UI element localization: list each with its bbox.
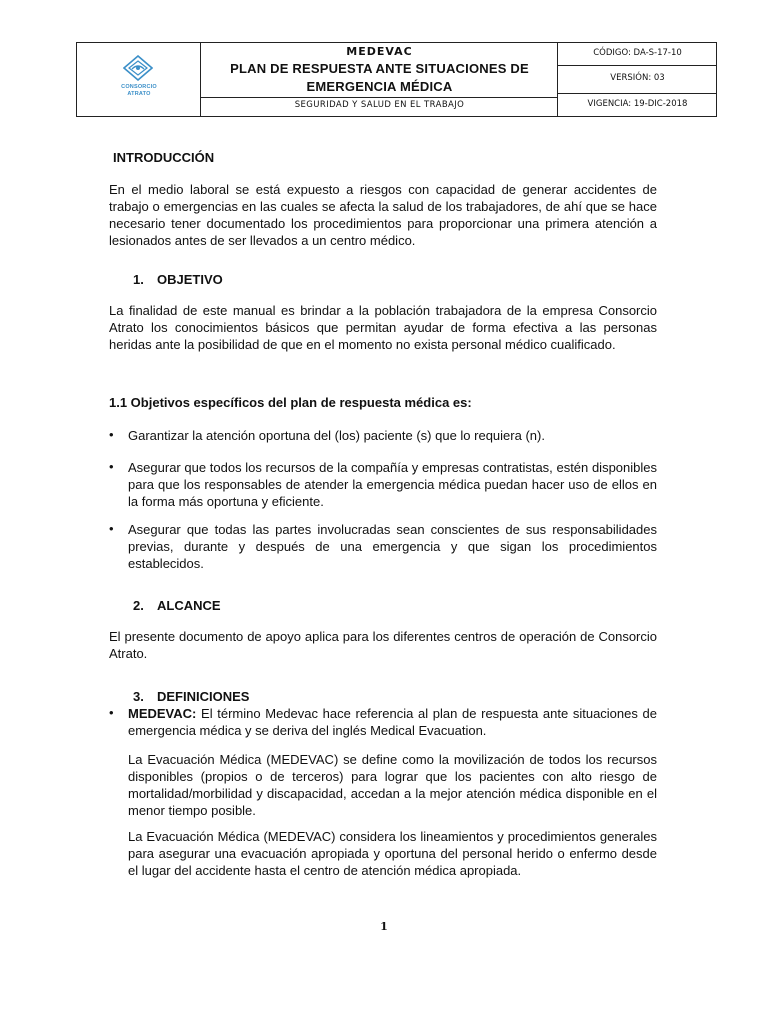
document-header	[76, 42, 717, 117]
department-label: SEGURIDAD Y SALUD EN EL TRABAJO	[294, 100, 465, 110]
bullet-icon: •	[109, 459, 114, 474]
header-divider	[558, 65, 717, 66]
especificos-heading: 1.1 Objetivos específicos del plan de respuesta médica es:	[109, 395, 472, 410]
objetivo-paragraph: La finalidad de este manual es brindar a la población trabajadora de la empresa Consorcio Atrato los conocimientos básicos que permitan ayudar de forma efectiva a las personas heridas ante la posibilidad de que en el momento no exista personal médico cualificado.	[109, 303, 657, 352]
definition-term: MEDEVAC:	[128, 706, 197, 721]
logo-emblem-icon	[123, 55, 153, 81]
vigencia-label: VIGENCIA: 19-DIC-2018	[587, 99, 688, 109]
header-divider	[201, 97, 558, 98]
alcance-heading: ALCANCE	[157, 598, 221, 613]
objetivo-heading: OBJETIVO	[157, 272, 223, 287]
page-number: 1	[380, 920, 388, 933]
definition-paragraph: La Evacuación Médica (MEDEVAC) se define como la movilización de todos los recursos disponibles (propios o de terceros) para lograr que los pacientes con alto riesgo de mortalidad/morbilidad y discapacidad, accedan a la mejor atención médica disponible en el menor tiempo posible.	[128, 752, 657, 818]
bullet-icon: •	[109, 521, 114, 536]
definition-paragraph: La Evacuación Médica (MEDEVAC) considera los lineamientos y procedimientos generales para asegurar una evacuación apropiada y oportuna del personal herido o enfermo desde el lugar del accidente hasta el centro de atención médica apropiada.	[128, 829, 657, 878]
version-label: VERSIÓN: 03	[610, 73, 665, 83]
section-number: 1.	[133, 272, 144, 287]
alcance-paragraph: El presente documento de apoyo aplica para los diferentes centros de operación de Consorcio Atrato.	[109, 629, 657, 661]
intro-paragraph: En el medio laboral se está expuesto a riesgos con capacidad de generar accidentes de trabajo o emergencias en las cuales se afecta la salud de los trabajadores, de ahí que se hace necesario tener documentado los procedimientos para proporcionar una primera atención a lesionados antes de ser llevados a un centro médico.	[109, 182, 657, 248]
intro-heading: INTRODUCCIÓN	[113, 150, 215, 165]
company-logo	[77, 43, 201, 117]
codigo-label: CÓDIGO: DA-S-17-10	[593, 48, 682, 58]
definition-medevac	[128, 705, 657, 739]
list-item: Asegurar que todos los recursos de la compañía y empresas contratistas, estén disponibles para que los responsables de atender la emergencia médica puedan hacer uso de ellos en la forma más oportuna y eficiente.	[128, 460, 657, 509]
header-divider	[558, 93, 717, 94]
document-code: MEDEVAC	[346, 45, 413, 58]
title-line: PLAN DE RESPUESTA ANTE SITUACIONES DE	[230, 61, 529, 76]
logo-text: CONSORCIO	[121, 84, 157, 90]
definition-text: El término Medevac hace referencia al plan de respuesta ante situaciones de emergencia médica y se deriva del inglés Medical Evacuation.	[128, 706, 657, 738]
list-item: Asegurar que todas las partes involucradas sean conscientes de sus responsabilidades previas, durante y después de una emergencia y que sigan los procedimientos establecidos.	[128, 522, 657, 571]
bullet-icon: •	[109, 427, 114, 442]
section-number: 2.	[133, 598, 144, 613]
title-line: EMERGENCIA MÉDICA	[306, 79, 453, 94]
bullet-icon: •	[109, 705, 114, 720]
definiciones-heading: DEFINICIONES	[157, 689, 250, 704]
document-title	[201, 60, 558, 96]
section-number: 3.	[133, 689, 144, 704]
list-item: Garantizar la atención oportuna del (los) paciente (s) que lo requiera (n).	[128, 428, 545, 443]
logo-text: ATRATO	[127, 91, 151, 97]
